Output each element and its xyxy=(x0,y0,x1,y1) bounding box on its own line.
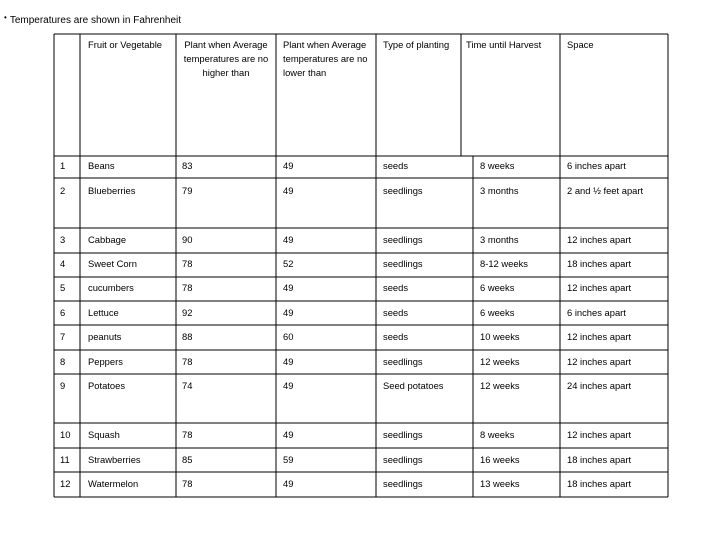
crop-name: Sweet Corn xyxy=(88,258,137,269)
spacing: 2 and ½ feet apart xyxy=(567,185,644,196)
harvest-time: 3 months xyxy=(480,234,519,245)
planting-type: Seed potatoes xyxy=(383,380,444,391)
row-number: 7 xyxy=(60,331,66,342)
max-temperature: 78 xyxy=(182,356,193,367)
max-temperature: 78 xyxy=(182,258,193,269)
planting-type: seeds xyxy=(383,160,409,171)
harvest-time: 8-12 weeks xyxy=(480,258,528,269)
max-temperature: 92 xyxy=(182,307,193,318)
note-bullet: • xyxy=(4,13,7,22)
crop-name: cucumbers xyxy=(88,282,134,293)
harvest-time: 6 weeks xyxy=(480,307,515,318)
min-temperature: 60 xyxy=(283,331,294,342)
min-temperature: 49 xyxy=(283,356,294,367)
crop-name: Lettuce xyxy=(88,307,119,318)
spacing: 24 inches apart xyxy=(567,380,632,391)
row-number: 10 xyxy=(60,429,71,440)
max-temperature: 74 xyxy=(182,380,193,391)
min-temperature: 49 xyxy=(283,478,294,489)
planting-type: seeds xyxy=(383,307,409,318)
planting-type: seeds xyxy=(383,331,409,342)
row-number: 12 xyxy=(60,478,71,489)
min-temperature: 49 xyxy=(283,160,294,171)
row-number: 9 xyxy=(60,380,66,391)
harvest-time: 12 weeks xyxy=(480,356,520,367)
row-number: 6 xyxy=(60,307,66,318)
spacing: 18 inches apart xyxy=(567,258,632,269)
planting-type: seedlings xyxy=(383,429,423,440)
harvest-time: 8 weeks xyxy=(480,429,515,440)
row-number: 5 xyxy=(60,282,66,293)
header-max-temperature: Plant when Average temperatures are no higher than xyxy=(183,39,269,78)
min-temperature: 49 xyxy=(283,307,294,318)
row-number: 3 xyxy=(60,234,66,245)
harvest-time: 13 weeks xyxy=(480,478,520,489)
harvest-time: 6 weeks xyxy=(480,282,515,293)
max-temperature: 78 xyxy=(182,478,193,489)
planting-type: seedlings xyxy=(383,454,423,465)
note-text: Temperatures are shown in Fahrenheit xyxy=(9,15,182,26)
spacing: 18 inches apart xyxy=(567,454,632,465)
header-fruit-or-vegetable: Fruit or Vegetable xyxy=(88,39,163,50)
crop-name: Cabbage xyxy=(88,234,127,245)
min-temperature: 49 xyxy=(283,429,294,440)
harvest-time: 3 months xyxy=(480,185,519,196)
spacing: 12 inches apart xyxy=(567,356,632,367)
min-temperature: 52 xyxy=(283,258,294,269)
crop-name: Peppers xyxy=(88,356,123,367)
planting-type: seedlings xyxy=(383,234,423,245)
max-temperature: 78 xyxy=(182,282,193,293)
max-temperature: 88 xyxy=(182,331,193,342)
spacing: 12 inches apart xyxy=(567,331,632,342)
planting-type: seedlings xyxy=(383,185,423,196)
row-number: 2 xyxy=(60,185,66,196)
planting-type: seeds xyxy=(383,282,409,293)
min-temperature: 59 xyxy=(283,454,294,465)
harvest-time: 10 weeks xyxy=(480,331,520,342)
planting-type: seedlings xyxy=(383,478,423,489)
header-space: Space xyxy=(567,39,594,50)
harvest-time: 16 weeks xyxy=(480,454,520,465)
spacing: 6 inches apart xyxy=(567,160,626,171)
min-temperature: 49 xyxy=(283,380,294,391)
header-time-until-harvest: Time until Harvest xyxy=(466,39,542,50)
crop-name: peanuts xyxy=(88,331,122,342)
max-temperature: 90 xyxy=(182,234,193,245)
row-number: 11 xyxy=(60,454,70,465)
spacing: 12 inches apart xyxy=(567,429,632,440)
row-number: 4 xyxy=(60,258,66,269)
crop-name: Strawberries xyxy=(88,454,141,465)
row-number: 8 xyxy=(60,356,66,367)
crop-name: Beans xyxy=(88,160,115,171)
planting-type: seedlings xyxy=(383,258,423,269)
header-type-of-planting: Type of planting xyxy=(383,39,450,50)
min-temperature: 49 xyxy=(283,234,294,245)
crop-name: Blueberries xyxy=(88,185,136,196)
harvest-time: 8 weeks xyxy=(480,160,515,171)
crop-name: Potatoes xyxy=(88,380,126,391)
spacing: 6 inches apart xyxy=(567,307,626,318)
min-temperature: 49 xyxy=(283,185,294,196)
max-temperature: 78 xyxy=(182,429,193,440)
row-number: 1 xyxy=(60,160,66,171)
harvest-time: 12 weeks xyxy=(480,380,520,391)
crop-name: Squash xyxy=(88,429,120,440)
spacing: 18 inches apart xyxy=(567,478,632,489)
planting-type: seedlings xyxy=(383,356,423,367)
max-temperature: 79 xyxy=(182,185,193,196)
min-temperature: 49 xyxy=(283,282,294,293)
max-temperature: 83 xyxy=(182,160,193,171)
spacing: 12 inches apart xyxy=(567,282,632,293)
max-temperature: 85 xyxy=(182,454,193,465)
spacing: 12 inches apart xyxy=(567,234,632,245)
crop-name: Watermelon xyxy=(88,478,139,489)
header-min-temperature: Plant when Average temperatures are no lower than xyxy=(283,39,368,78)
